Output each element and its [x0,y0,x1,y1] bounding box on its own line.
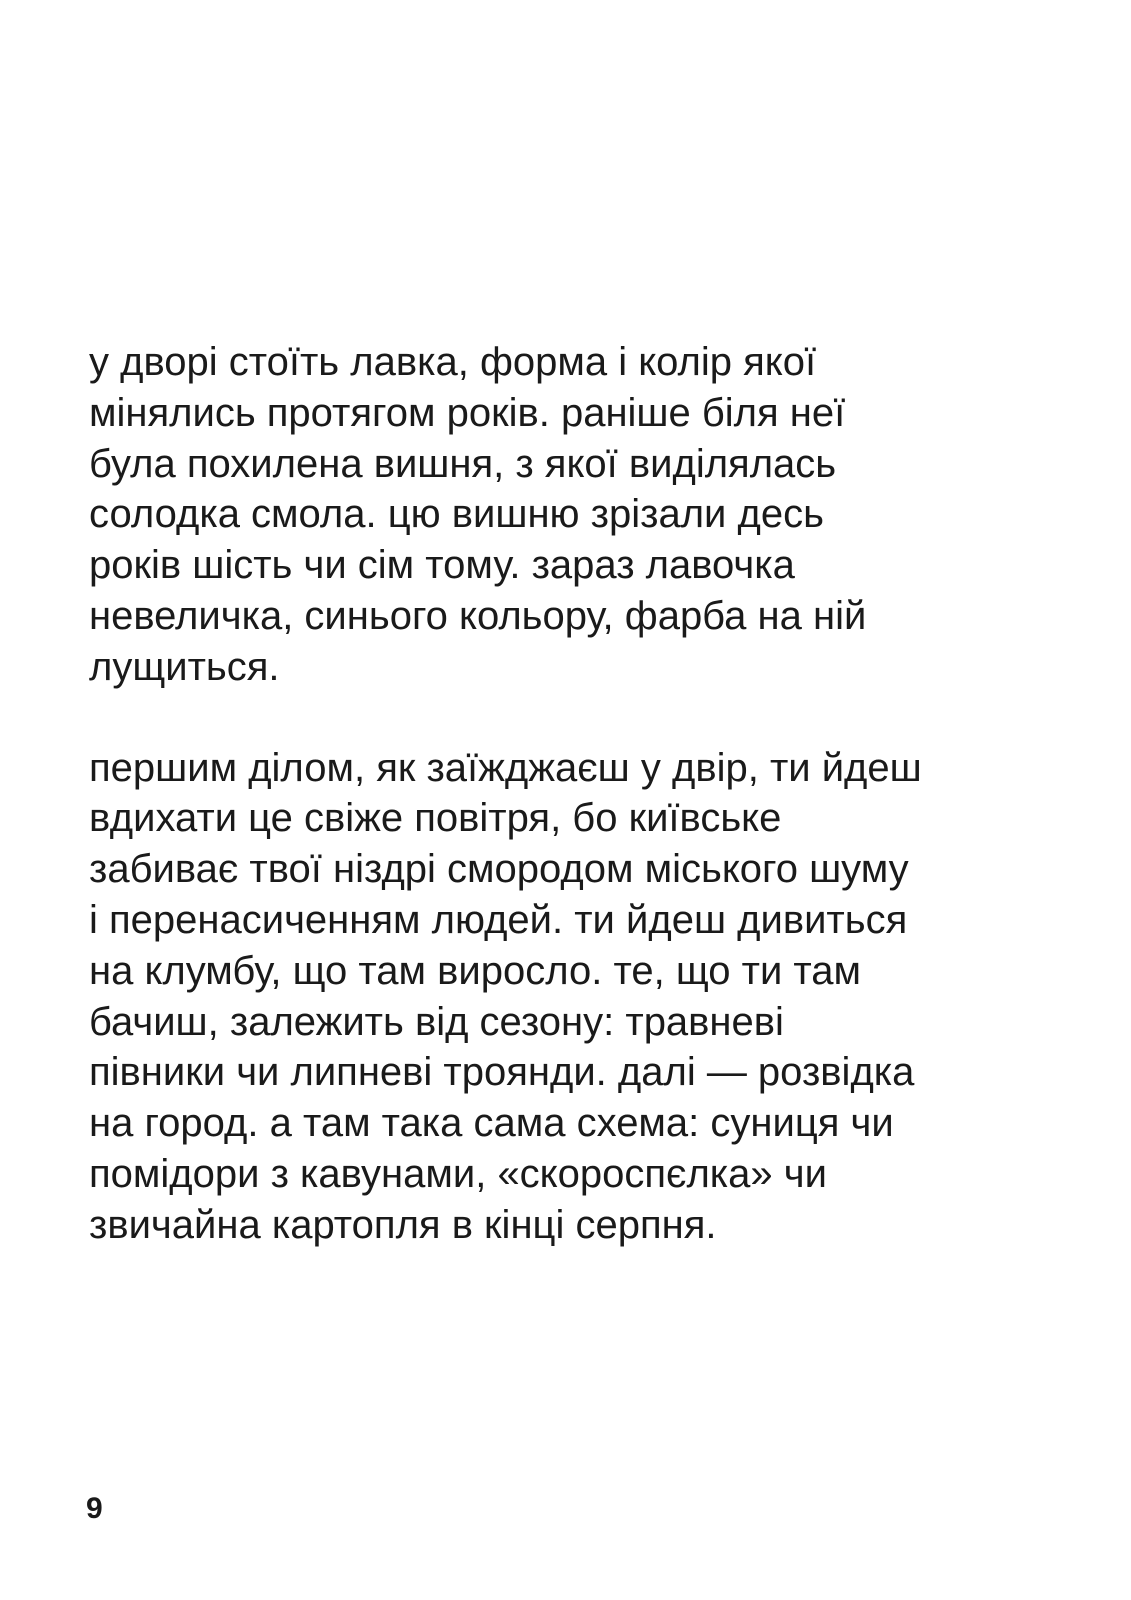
text-line: помідори з кавунами, «скороспєлка» чи [89,1151,827,1196]
text-line: солодка смола. цю вишню зрізали десь [89,492,824,537]
text-line: невеличка, синього кольору, фарба на ній [89,593,867,638]
text-line: першим ділом, як заїжджаєш у двір, ти йдеш [89,745,922,790]
paragraph-bench [89,337,1089,693]
text-line: у дворі стоїть лавка, форма і колір якої [89,340,817,384]
page-number: 9 [86,1492,103,1525]
text-line: років шість чи сім тому. зараз лавочка [89,543,795,588]
text-line: лущиться. [89,644,280,689]
text-line: і перенасиченням людей. ти йдеш дивиться [89,897,908,942]
text-line: на клумбу, що там виросло. те, що ти там [89,948,862,993]
text-line: була похилена вишня, з якої виділялась [89,441,837,486]
paragraph-yard [89,743,1089,1251]
page-body [89,337,1089,1251]
text-line: мінялись протягом років. раніше біля неї [89,390,846,435]
text-line: на город. а там така сама схема: суниця чи [89,1101,894,1146]
text-line: півники чи липневі троянди. далі — розвідка [89,1050,915,1095]
text-line: звичайна картопля в кінці серпня. [89,1202,717,1247]
text-line: забиває твої ніздрі смородом міського шуму [89,847,909,892]
text-line: вдихати це свіже повітря, бо київське [89,796,782,841]
text-line: бачиш, залежить від сезону: травневі [89,999,784,1044]
